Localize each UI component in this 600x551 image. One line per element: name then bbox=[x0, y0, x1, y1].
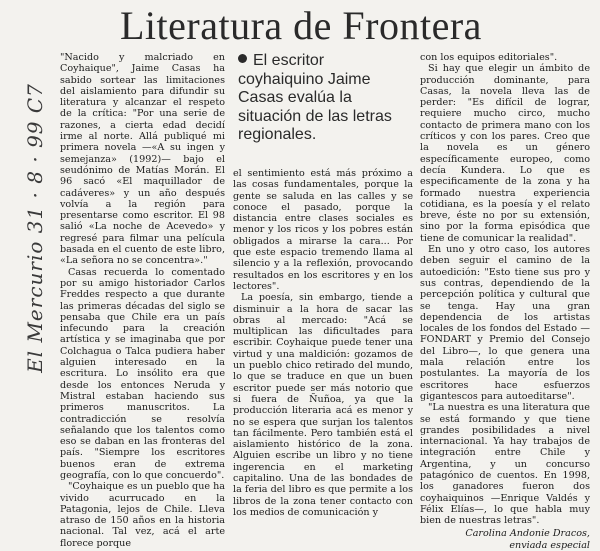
paragraph: "Nacido y malcriado en Coyhaique", Jaime Casas ha sabido sortear las limitaciones del aislamiento para difundir su literatura y alcanzar el respeto de la crítica: "Por una serie de razones, a cierta edad decidí irme al norte. Allá publiqué mi primera novela —«A su ingen y semejanza» (1992)— bajo el seudónimo de Matías Morán. El 96 sacó «El maquillador de cadáveres» y un año después volvía a la región para presentarse como escritor. El 98 salió «La noche de Acevedo» y regresé para filmar una película basada en el cuento de este libro, «La señora no se concentra»." bbox=[60, 52, 225, 267]
paragraph: "Coyhaique es un pueblo que ha vivido acurrucado en la Patagonia, lejos de Chile. Lleva atraso de 150 años en la historia nacional. Tal vez, acá el arte florece porque bbox=[60, 481, 225, 549]
margin-note-text: El Mercurio 31 · 8 · 99 C7 bbox=[23, 82, 47, 373]
paragraph: con los equipos editoriales". bbox=[420, 52, 558, 63]
author-role: enviada especial bbox=[509, 539, 590, 551]
paragraph: Casas recuerda lo comentado por su amigo historiador Carlos Freddes respecto a que durante las primeras décadas del siglo se pensaba que Chile era un país infecundo para la creación artística y se imaginaba que por Colchagua o Talca pudiera haber alguien interesado en la escritura. Lo insólito era que desde los entonces Neruda y Mistral estaban haciendo sus primeros manuscritos. La contradicción se resolvía señalando que los talentos como eso se daban en las fronteras del país. "Siempre los escritores buenos eran de extrema geografía, con lo que concuerdo". bbox=[60, 266, 225, 481]
bullet-icon bbox=[238, 54, 247, 63]
paragraph: Si hay que elegir un ámbito de producción dominante, para Casas, la novela lleva las de perder: "Es difícil de lograr, requiere mucho circo, mucho contacto de primera mano con los críticos y con los pares. Creo que la novela es un género específicamente europeo, como decía Kundera. Lo que es especificamente de la zona y ha formado nuestra experiencia cotidiana, es la poesía y el relato breve, éste no por su extensión, sino por la forma episódica que tiene de comunicar la realidad". bbox=[420, 63, 590, 244]
paragraph: En uno y otro caso, los autores deben seguir el camino de la autoedición: "Esto tiene sus pro y sus contras, dependiendo de la percepción política y cultural que se tenga. Hay una gran dependencia de los artistas locales de los fondos del Estado —FONDART y Premio del Consejo del Libro—, lo que genera una mala relación entre los postulantes. La mayoría de los escritores hace esfuerzos gigantescos para autoeditarse". bbox=[420, 244, 590, 402]
paragraph: "La nuestra es una literatura que se está formando y que tiene grandes posibilidades a nivel internacional. Ya hay trabajos de integración entre Chile y Argentina, y un concurso patagónico de cuentos. En 1998, los ganadores fueron dos coyhaiquinos —Enrique Valdés y Félix Elías—, lo que habla muy bien de nuestras letras". bbox=[420, 402, 590, 527]
paragraph: el sentimiento está más próximo a las cosas fundamentales, porque la gente se saluda en las calles y se conoce el pasado, porque la distancia entre clases sociales es menor y los ricos y los pobres están obligados a mirarse la cara... Por que este espacio tremendo llama al silencio y a la reflexión, provocando resultados en los escritores y en los lectores". bbox=[233, 168, 413, 292]
article-deck bbox=[238, 52, 413, 145]
paragraph: La poesía, sin embargo, tiende a disminuir a la hora de sacar las obras al mercado: "Acá se multiplican las dificultades para escribir. Coyhaique puede tener una virtud y una maldición: gozamos de un pueblo chico retirado del mundo, lo que se traduce en que un buen escritor puede ser más notorio que si fuera de Ñuñoa, ya que la producción literaria acá es menor y no se espera que surjan los talentos tan fácilmente. Pero también está el aislamiento histórico de la zona. Alguien escribe un libro y no tiene ingerencia en el marketing capitalino. Una de las bondades de la feria del libro es que permite a los libros de la zona tener contacto con los medios de comunicación y bbox=[233, 292, 413, 518]
article-column-1 bbox=[60, 52, 225, 549]
article-column-3 bbox=[420, 52, 590, 551]
article-headline: Literatura de Frontera bbox=[120, 3, 482, 48]
deck-text: El escritor coyhaiquino Jaime Casas evalúa la situación de las letras regionales. bbox=[238, 52, 392, 143]
handwritten-margin-note bbox=[18, 20, 52, 435]
author-signature: Carolina Andonie Dracos, bbox=[465, 528, 590, 540]
article-column-2 bbox=[233, 168, 413, 518]
